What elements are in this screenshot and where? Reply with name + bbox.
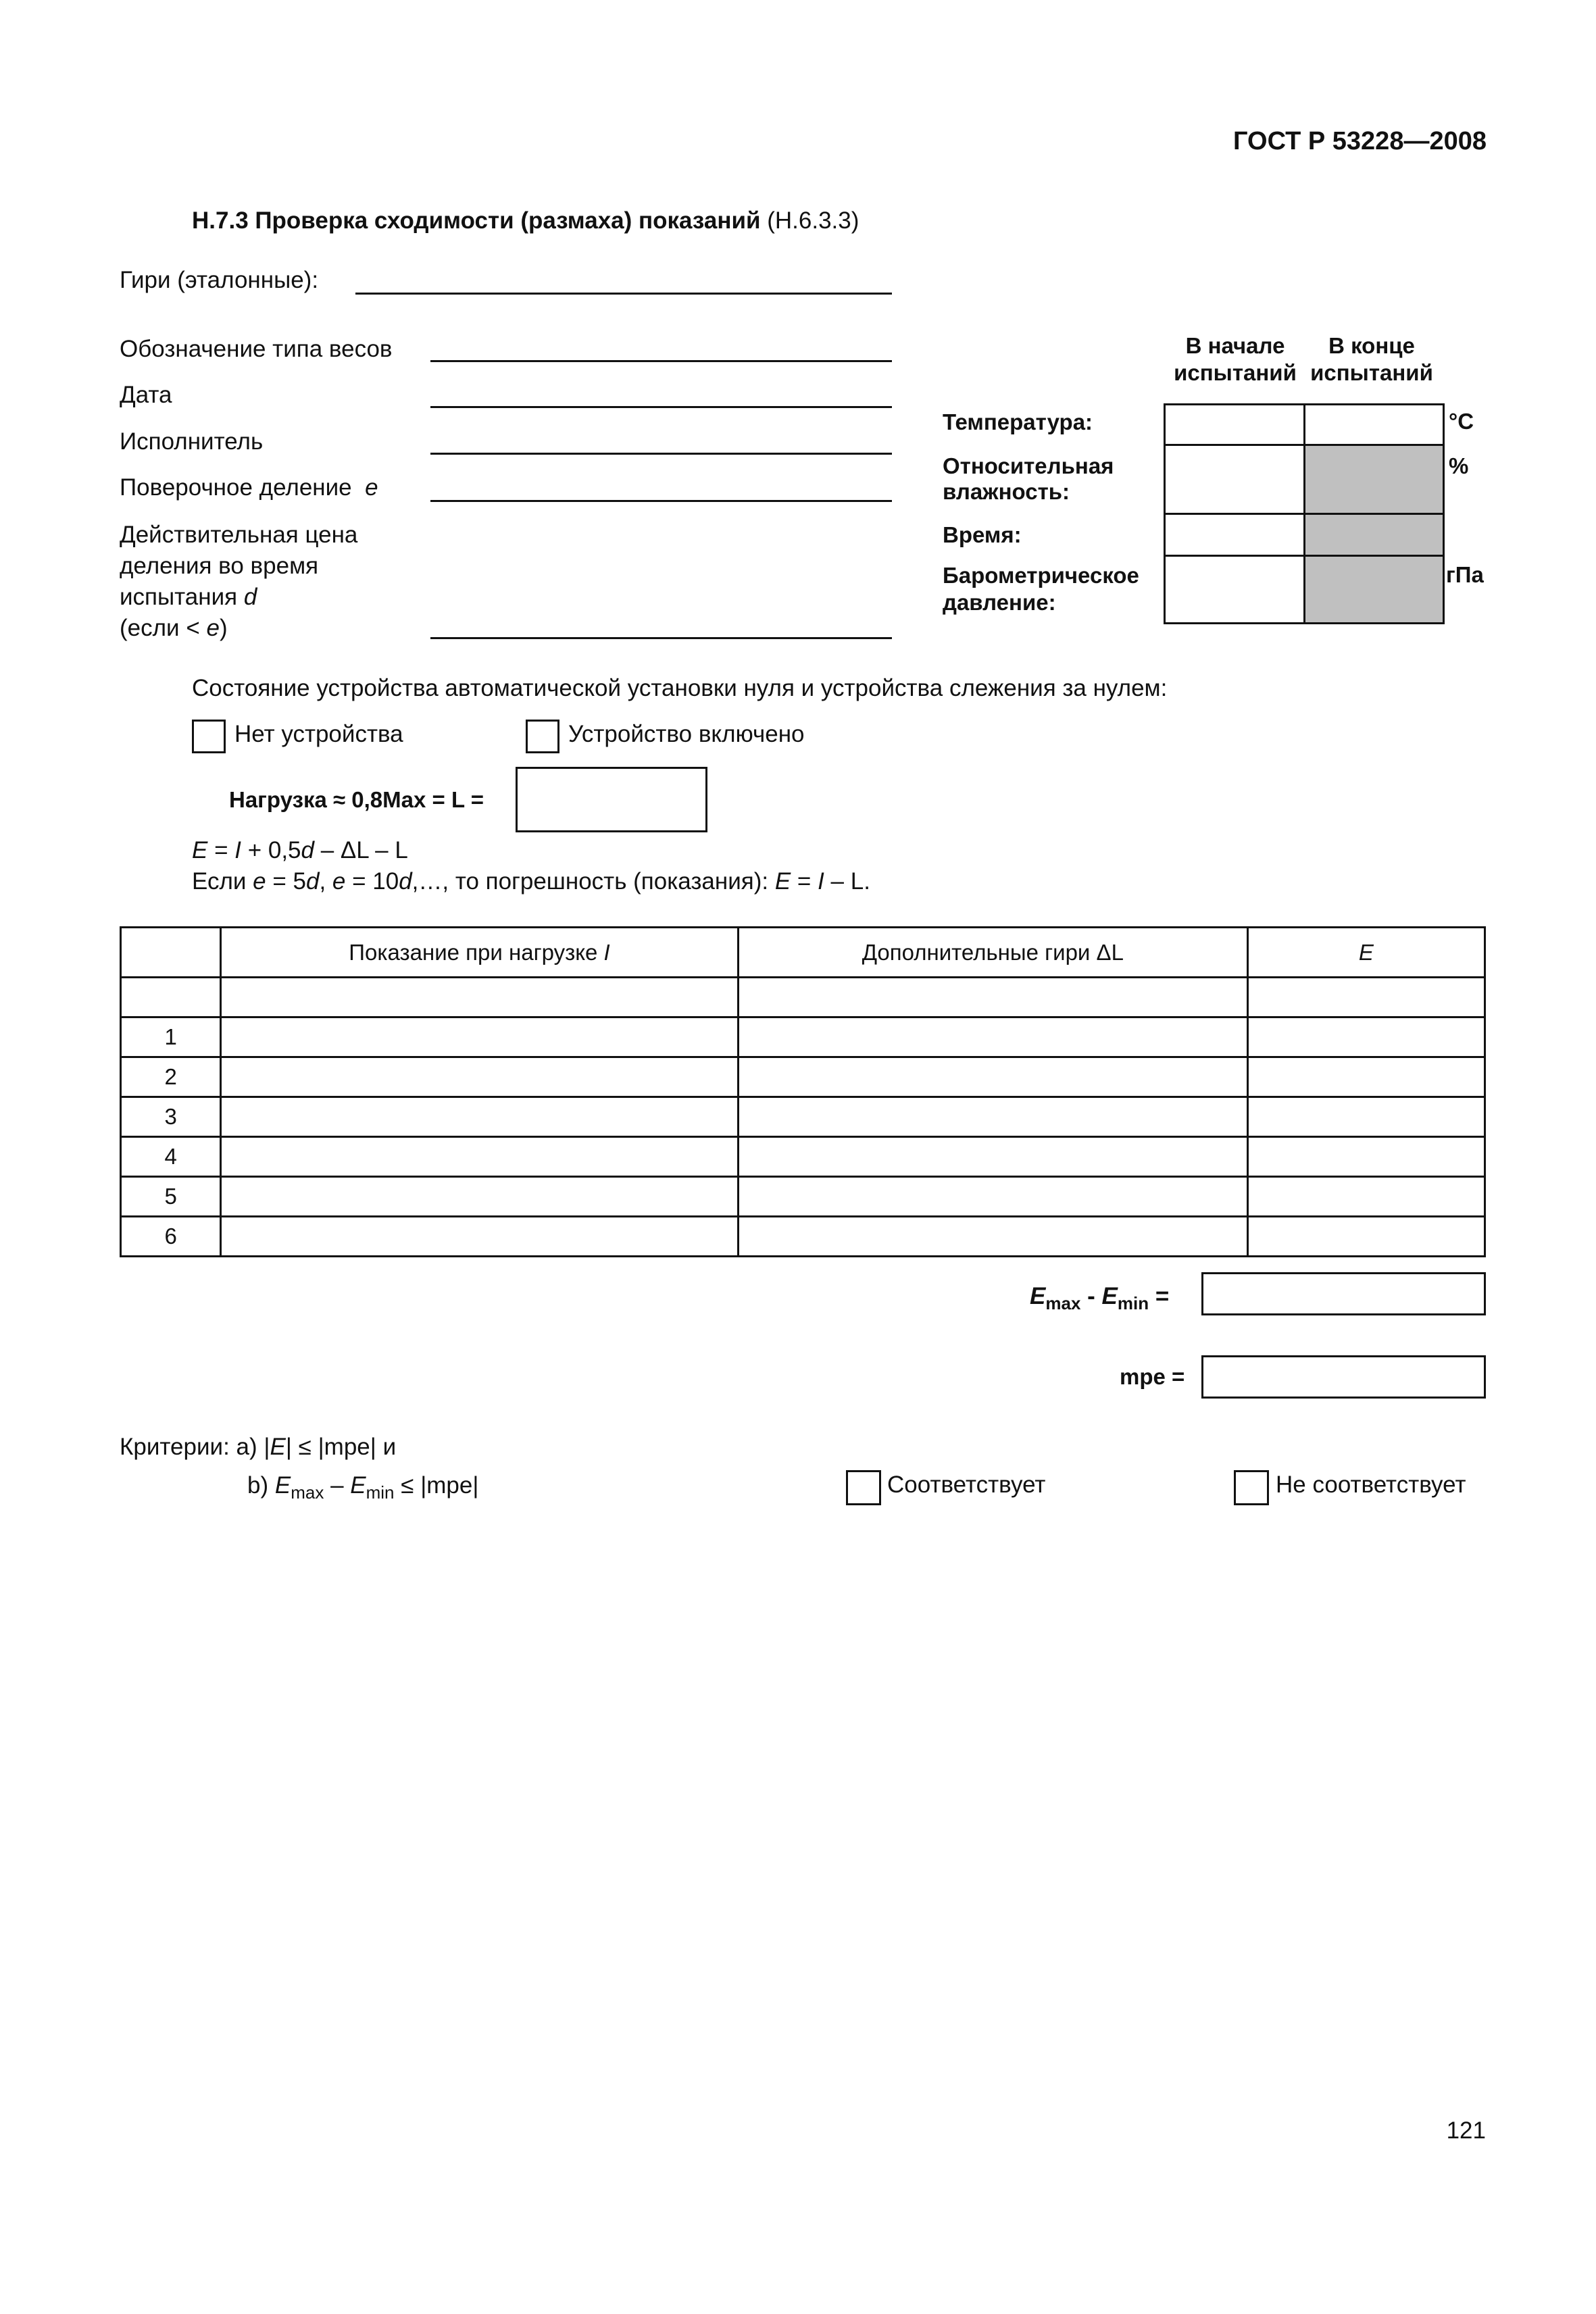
criteria-a: Критерии: a) |E| ≤ |mpe| и: [120, 1434, 397, 1460]
scale-type-input-line[interactable]: [430, 360, 892, 362]
table-row: [121, 1097, 1485, 1137]
header-index: [121, 928, 221, 978]
pressure-label: Барометрическое давление:: [943, 563, 1139, 615]
row-index: 5: [121, 1177, 221, 1217]
header-error: E: [1247, 928, 1485, 978]
device-on-label: Устройство включено: [568, 721, 805, 747]
pressure-start-cell[interactable]: [1165, 556, 1305, 624]
row-index: 1: [121, 1017, 221, 1057]
humidity-start-cell[interactable]: [1165, 445, 1305, 514]
load-value-box[interactable]: [516, 767, 707, 832]
scale-type-label: Обозначение типа весов: [120, 336, 393, 362]
formula-line1: E = I + 0,5d – ΔL – L: [192, 837, 408, 863]
weights-label: Гири (эталонные):: [120, 267, 319, 293]
weights-input-line[interactable]: [355, 293, 892, 295]
results-table: [120, 926, 1486, 1257]
executor-label: Исполнитель: [120, 428, 264, 455]
col-start-header: В начале испытаний: [1174, 333, 1297, 385]
formula-line2: Если e = 5d, e = 10d,…, то погрешность (показания): E = I – L.: [192, 868, 870, 895]
pressure-unit: гПа: [1446, 562, 1484, 587]
verification-division-text: Поверочное деление: [120, 474, 352, 501]
fail-checkbox[interactable]: [1234, 1470, 1269, 1505]
date-input-line[interactable]: [430, 406, 892, 408]
time-label: Время:: [943, 522, 1022, 547]
table-row: [121, 1177, 1485, 1217]
zero-device-state: Состояние устройства автоматической установки нуля и устройства слежения за нулем:: [192, 675, 1168, 701]
temperature-label: Температура:: [943, 409, 1093, 434]
pass-label: Соответствует: [887, 1472, 1046, 1498]
no-device-checkbox[interactable]: [192, 720, 226, 753]
date-label: Дата: [120, 382, 172, 408]
table-row: [121, 1017, 1485, 1057]
conditions-grid: [1164, 403, 1445, 624]
row-index: 2: [121, 1057, 221, 1097]
verification-division-label: [120, 473, 378, 503]
temp-start-cell[interactable]: [1165, 405, 1305, 445]
time-end-cell-shaded: [1304, 514, 1444, 556]
col-end-header: В конце испытаний: [1310, 333, 1433, 385]
pass-checkbox[interactable]: [846, 1470, 881, 1505]
row-index: 3: [121, 1097, 221, 1137]
verification-division-symbol: e: [365, 474, 378, 501]
row-index: 6: [121, 1217, 221, 1257]
actual-division-line4: (если < e): [120, 615, 228, 641]
table-row: [121, 1057, 1485, 1097]
executor-input-line[interactable]: [430, 453, 892, 455]
pressure-end-cell-shaded: [1304, 556, 1444, 624]
header-indication: Показание при нагрузке I: [221, 928, 739, 978]
page-number: 121: [1446, 2117, 1486, 2144]
range-value-box[interactable]: [1201, 1272, 1486, 1315]
section-title: [192, 206, 859, 236]
humidity-unit: %: [1449, 453, 1469, 478]
mpe-label: mpe =: [1120, 1364, 1185, 1389]
table-row: [121, 1137, 1485, 1177]
header-additional-weights: Дополнительные гири ΔL: [738, 928, 1247, 978]
actual-division-line3: испытания d: [120, 584, 257, 610]
actual-division-input-line[interactable]: [430, 637, 892, 639]
actual-division-line2: деления во время: [120, 553, 319, 579]
verification-division-input-line[interactable]: [430, 500, 892, 502]
device-on-checkbox[interactable]: [526, 720, 559, 753]
no-device-label: Нет устройства: [234, 721, 403, 747]
temperature-unit: °C: [1449, 409, 1474, 434]
document-code: ГОСТ Р 53228—2008: [1233, 127, 1487, 155]
load-label: Нагрузка ≈ 0,8Max = L =: [229, 787, 484, 812]
mpe-value-box[interactable]: [1201, 1355, 1486, 1399]
humidity-end-cell-shaded: [1304, 445, 1444, 514]
actual-division-label: [120, 520, 357, 644]
fail-label: Не соответствует: [1276, 1472, 1466, 1498]
actual-division-line1: Действительная цена: [120, 522, 358, 548]
criteria-b: b) $E_{max} - E_{min} \le |mpe|$: [247, 1472, 479, 1503]
table-row: [121, 1217, 1485, 1257]
range-label: $E_{max} - E_{min}$ =: [1030, 1283, 1170, 1313]
section-ref: (Н.6.3.3): [767, 207, 859, 234]
section-heading: Н.7.3 Проверка сходимости (размаха) показаний: [192, 207, 761, 234]
row-index: 4: [121, 1137, 221, 1177]
temp-end-cell[interactable]: [1304, 405, 1444, 445]
time-start-cell[interactable]: [1165, 514, 1305, 556]
humidity-label: Относительная влажность:: [943, 453, 1114, 504]
